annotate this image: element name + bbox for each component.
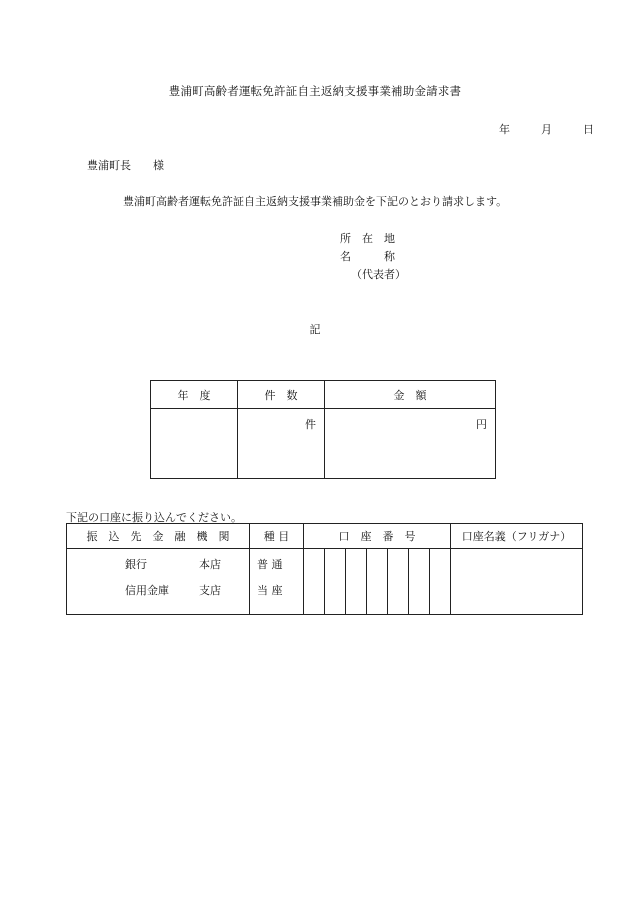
credit-union-label: 信用金庫 (125, 584, 169, 597)
document-title: 豊浦町高齢者運転免許証自主返納支援事業補助金請求書 (168, 84, 462, 98)
credit-branch-label: 支店 (199, 584, 221, 597)
count-cell[interactable] (238, 409, 325, 479)
applicant-address-label: 所 在 地 (340, 232, 395, 245)
account-digit-7[interactable] (430, 549, 451, 615)
ki-heading: 記 (309, 323, 321, 336)
bank-cell[interactable] (67, 549, 250, 615)
fiscal-year-cell[interactable] (151, 409, 238, 479)
account-type-cell[interactable] (250, 549, 304, 615)
date-line (499, 121, 594, 137)
request-statement: 豊浦町高齢者運転免許証自主返納支援事業補助金を下記のとおり請求します。 (123, 195, 508, 208)
account-holder-cell[interactable] (451, 549, 583, 615)
header-count: 件 数 (238, 381, 325, 409)
date-day: 日 (583, 123, 594, 136)
branch-label: 本店 (199, 558, 221, 571)
applicant-name-label: 名 称 (340, 250, 395, 263)
header-account-number: 口 座 番 号 (304, 524, 451, 549)
applicant-representative-label: （代表者） (351, 268, 406, 281)
bank-label: 銀行 (125, 558, 147, 571)
amount-table (150, 380, 496, 479)
account-digit-3[interactable] (346, 549, 367, 615)
transfer-note: 下記の口座に振り込んでください。 (66, 511, 242, 524)
date-month: 月 (541, 123, 552, 136)
type-ordinary[interactable]: 普 通 (257, 558, 283, 571)
header-account-holder: 口座名義（フリガナ） (451, 524, 583, 549)
account-digit-6[interactable] (409, 549, 430, 615)
amount-unit: 円 (476, 418, 487, 431)
bank-table (66, 523, 583, 615)
count-unit: 件 (305, 418, 316, 431)
account-digit-4[interactable] (367, 549, 388, 615)
date-year: 年 (499, 123, 510, 136)
header-bank: 振 込 先 金 融 機 関 (67, 524, 250, 549)
account-digit-5[interactable] (388, 549, 409, 615)
header-amount: 金 額 (325, 381, 496, 409)
type-current[interactable]: 当 座 (257, 584, 283, 597)
account-digit-2[interactable] (325, 549, 346, 615)
header-account-type: 種 目 (250, 524, 304, 549)
addressee: 豊浦町長 様 (87, 159, 164, 172)
amount-cell[interactable] (325, 409, 496, 479)
header-fiscal-year: 年 度 (151, 381, 238, 409)
account-digit-1[interactable] (304, 549, 325, 615)
